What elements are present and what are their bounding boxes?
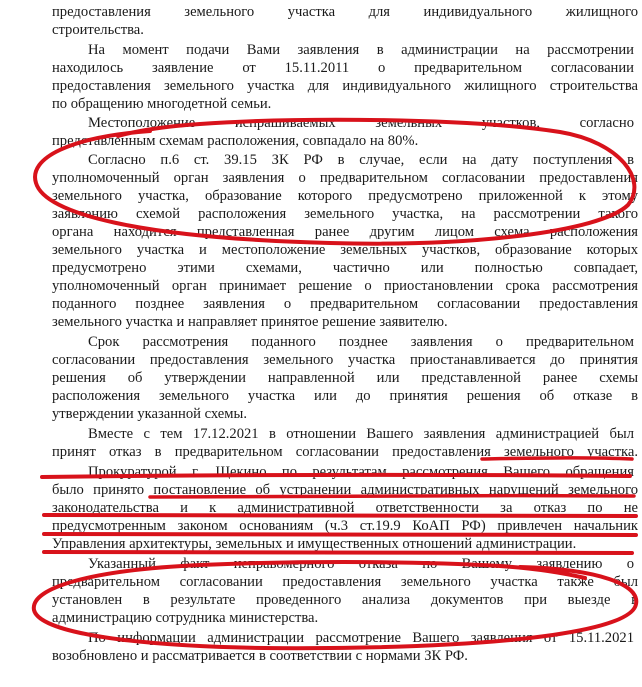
text-line: представленным схемам расположения, совпадало на 80%. [52,133,419,149]
text-line: На момент подачи Вами заявления в администрации на рассмотрении [88,42,634,58]
text-line: решения об утверждении направленной или представленной ранее схемы [52,370,638,386]
text-line: заявлению схемой расположения земельного участка, на рассмотрении такого [52,206,638,222]
text-line: предусмотренным законом основаниям (ч.3 ст.19.9 КоАП РФ) привлечен начальник [52,518,638,534]
text-line: органа находится представленная ранее другим лицом схема расположения [52,224,638,240]
text-line: Согласно п.6 ст. 39.15 ЗК РФ в случае, если на дату поступления в [88,152,634,168]
text-line: предусмотрено этими схемами, частично или полностью совпадает, [52,260,638,276]
text-line: администрацию сотрудника министерства. [52,610,319,626]
text-line: Вместе с тем 17.12.2021 в отношении Вашего заявления администрацией был [88,426,634,442]
text-line: было принято постановление об устранении административных нарушений земельного [52,482,638,498]
text-line: установлен в результате проведенного анализа документов при выезде в [52,592,638,608]
text-line: предварительном согласовании предоставления земельного участка также был [52,574,638,590]
text-line: уполномоченный орган заявления о предварительном согласовании предоставления [52,170,638,186]
text-line: Местоположение испрашиваемых земельных участков, согласно [88,115,634,131]
text-line: законодательства и к административной ответственности за отказ по не [52,500,638,516]
text-line: По информации администрации рассмотрение Вашего заявления от 15.11.2021 [88,630,634,646]
text-line: земельного участка и местоположение земельных участков, образование которых [52,242,638,258]
text-line: Прокуратурой г. Щекино по результатам рассмотрения Вашего обращения [88,464,634,480]
text-line: строительства. [52,22,144,38]
text-line: принят отказ в предварительном согласовании предоставления земельного участка. [52,444,638,460]
text-line: возобновлено и рассматривается в соответствии с нормами ЗК РФ. [52,648,468,664]
text-line: уполномоченный орган принимает решение о приостановлении срока рассмотрения [52,278,638,294]
text-line: земельного участка и направляет принятое решение заявителю. [52,314,448,330]
text-line: по обращению многодетной семьи. [52,96,272,112]
text-line: земельного участка, образование которого предусмотрено приложенной к этому [52,188,638,204]
text-line: Управления архитектуры, земельных и имущественных отношений администрации. [52,536,577,552]
text-line: предоставления земельного участка для индивидуального жилищного [52,4,638,20]
text-line: Срок рассмотрения поданного позднее заявления о предварительном [88,334,634,350]
text-line: поданного позднее заявления о предварительном согласовании предоставления [52,296,638,312]
text-line: Указанный факт неправомерного отказа по Вашему заявлению о [88,556,634,572]
text-line: согласовании предоставления земельного участка приостанавливается до принятия [52,352,638,368]
text-line: расположения земельного участка или до принятия решения об отказе в [52,388,638,404]
text-line: находилось заявление от 15.11.2011 о предварительном согласовании [52,60,634,76]
text-line: утверждении указанной схемы. [52,406,247,422]
text-line: предоставления земельного участка для индивидуального жилищного строительства [52,78,638,94]
